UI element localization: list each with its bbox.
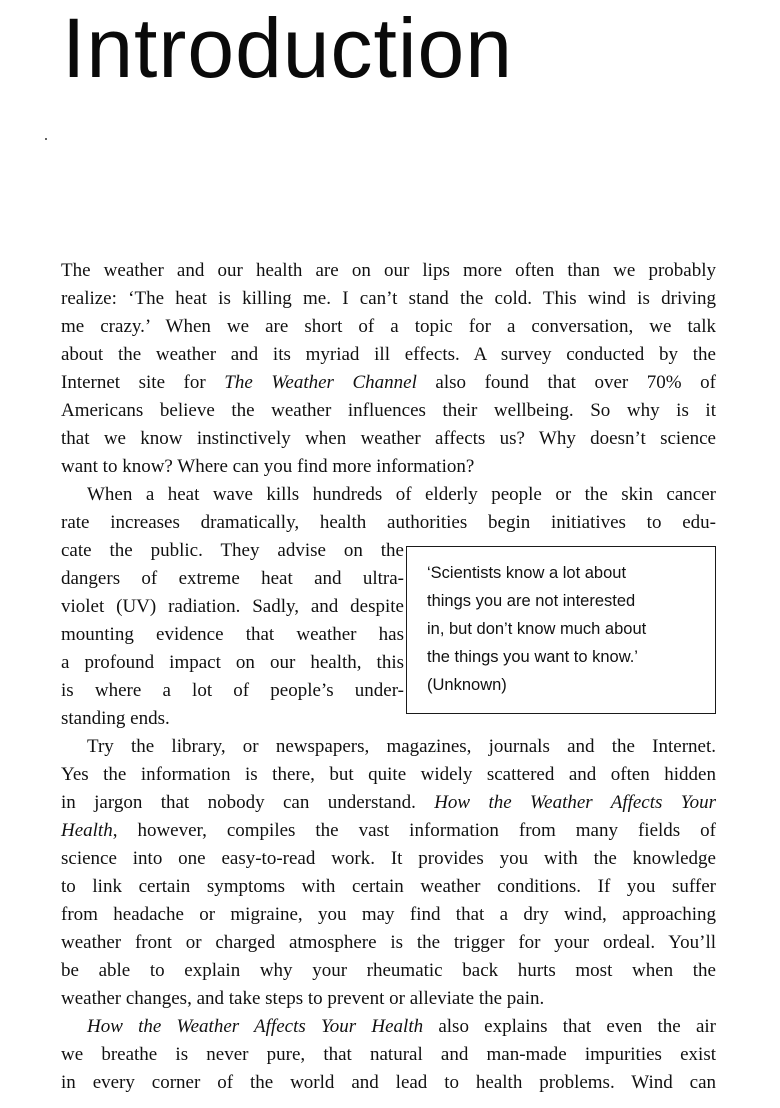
quote-line: things you are not interested [427,592,636,610]
paragraph-4 [61,1013,716,1097]
text-line: to link certain symptoms with certain weather conditions. If you suffer [61,876,716,897]
text-line: in every corner of the world and lead to health problems. Wind can [61,1072,716,1093]
text-line: a profound impact on our health, this [61,652,404,673]
text-line [61,817,716,845]
text-line: mounting evidence that weather has [61,624,404,645]
text-line: want to know? Where can you find more information? [61,456,475,477]
text-line [61,1013,716,1041]
text-line: cate the public. They advise on the [61,540,404,561]
text-run: , however, compiles the vast information from many fields of [112,820,716,841]
text-line: Try the library, or newspapers, magazines, journals and the Internet. [87,736,716,757]
text-line: be able to explain why your rheumatic back hurts most when the [61,960,716,981]
text-line: weather front or charged atmosphere is the trigger for your ordeal. You’ll [61,932,716,953]
text-line: me crazy.’ When we are short of a topic for a conversation, we talk [61,316,716,337]
text-line: standing ends. [61,708,170,729]
chapter-body [61,257,716,1097]
text-line [61,789,716,817]
pull-quote-box [406,546,716,714]
chapter-title: Introduction [62,1,513,95]
book-title: How the Weather Affects Your Health [87,1016,424,1037]
text-line: that we know instinctively when weather affects us? Why doesn’t science [61,428,716,449]
wrapped-text-column [61,537,404,733]
quote-line: ‘Scientists know a lot about [427,564,627,582]
text-line: is where a lot of people’s under- [61,680,404,701]
text-line: Yes the information is there, but quite widely scattered and often hidden [61,764,716,785]
book-title: Health [61,820,113,841]
text-line: rate increases dramatically, health authorities begin initiatives to edu- [61,512,716,533]
paragraph-3 [61,733,716,1013]
quote-line: the things you want to know.’ [427,648,638,666]
text-line: The weather and our health are on our lips more often than we probably [61,260,716,281]
text-run: also explains that even the air [423,1016,716,1037]
text-line [61,369,716,397]
quote-attribution: (Unknown) [427,676,507,694]
text-line: dangers of extreme heat and ultra- [61,568,404,589]
paragraph-1 [61,257,716,481]
text-run: Internet site for [61,372,225,393]
text-run: in jargon that nobody can understand. [61,792,435,813]
text-line: realize: ‘The heat is killing me. I can’t stand the cold. This wind is driving [61,288,716,309]
text-line: we breathe is never pure, that natural and man-made impurities exist [61,1044,716,1065]
text-line: violet (UV) radiation. Sadly, and despite [61,596,404,617]
wrapped-text-row [61,537,716,733]
print-speck [45,138,47,140]
text-line: about the weather and its myriad ill effects. A survey conducted by the [61,344,716,365]
paragraph-2 [61,481,716,733]
book-title-weather-channel: The Weather Channel [224,372,417,393]
text-line: from headache or migraine, you may find that a dry wind, approaching [61,904,716,925]
book-title: How the Weather Affects Your [434,792,717,813]
quote-line: in, but don’t know much about [427,620,647,638]
text-line: When a heat wave kills hundreds of elderly people or the skin cancer [87,484,716,505]
text-line: Americans believe the weather influences their wellbeing. So why is it [61,400,716,421]
text-line: weather changes, and take steps to prevent or alleviate the pain. [61,988,545,1009]
text-run: also found that over 70% of [416,372,716,393]
text-line: science into one easy-to-read work. It provides you with the knowledge [61,848,716,869]
